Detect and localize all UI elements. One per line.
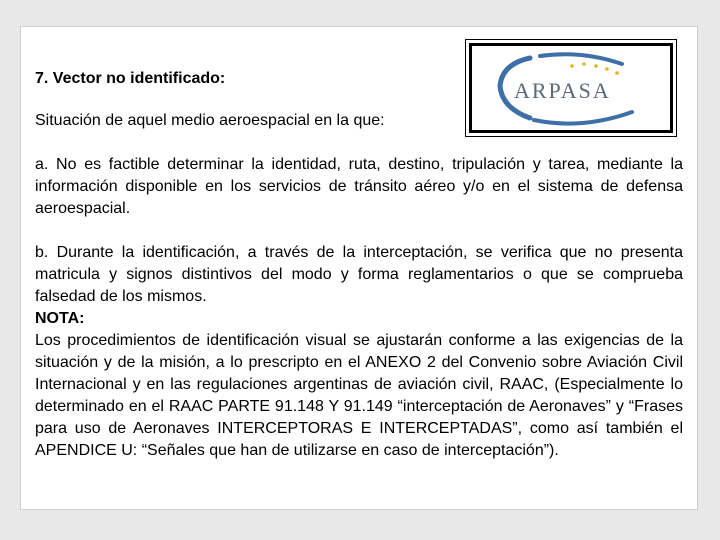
logo-arc-top — [540, 54, 622, 64]
star-icon — [582, 62, 586, 66]
note-label: NOTA: — [35, 310, 85, 327]
item-b-text: b. Durante la identificación, a través de la interceptación, se verifica que no presenta matricula y signos distintivos del modo y forma reglamentarios o que se comprueba falsedad de los mismos. — [35, 244, 683, 305]
note-text: Los procedimientos de identificación visual se ajustarán conforme a las exigencias de la situación y de la misión, a lo prescripto en el ANEXO 2 del Convenio sobre Aviación Civil Internacional y en las regulaciones argentinas de aviación civil, RAAC, (Especialmente lo determinado en el RAAC PARTE 91.148 Y 91.149 “interceptación de Aeronaves” y “Frases para uso de Aeronaves INTERCEPTORAS E INTERCEPTADAS”, como así también el APENDICE U: “Señales que han de utilizarse en caso de interceptación”). — [35, 332, 683, 459]
slide-title: 7. Vector no identificado: — [35, 70, 226, 87]
intro-text: Situación de aquel medio aeroespacial en la que: — [35, 112, 385, 129]
item-a-text: a. No es factible determinar la identidad, ruta, destino, tripulación y tarea, mediante la información disponible en los servicios de tránsito aéreo y/o en el sistema de defensa aeroespacial. — [35, 156, 683, 217]
content — [35, 68, 683, 462]
logo-text: ARPASA — [514, 78, 611, 103]
slide — [20, 26, 698, 510]
